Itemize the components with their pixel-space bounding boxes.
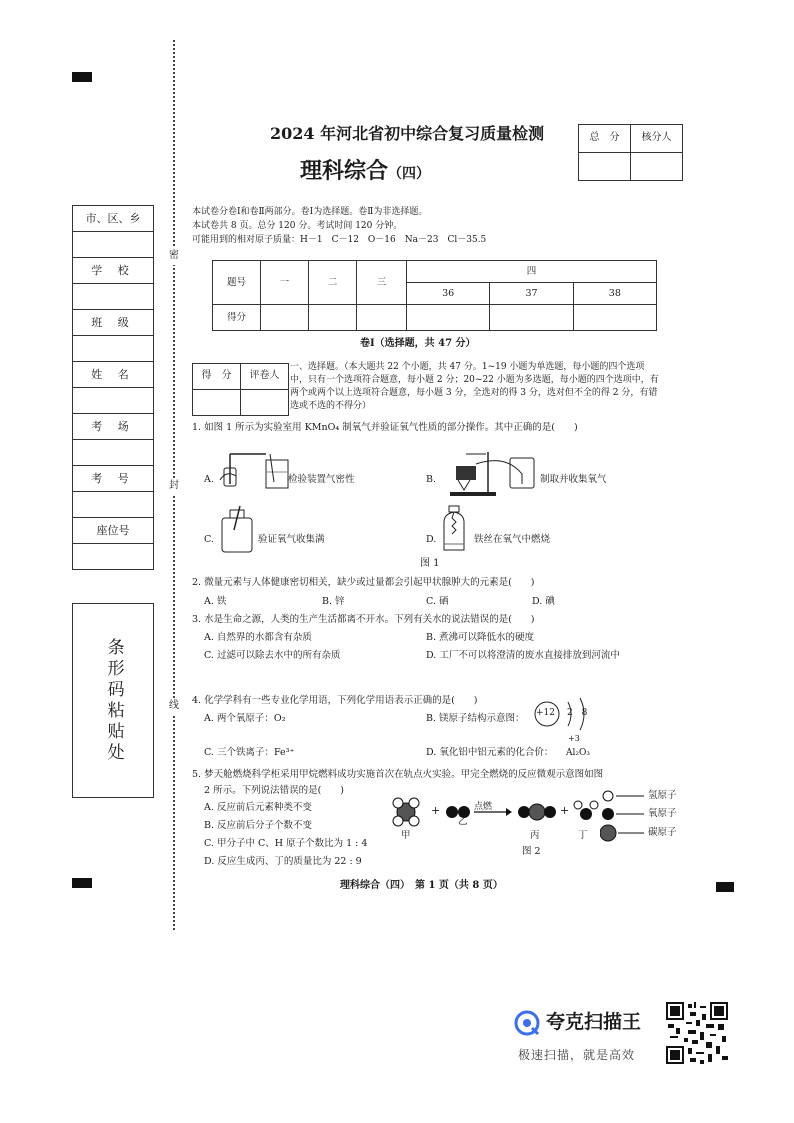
score-table-sub-37: 37 [490, 283, 573, 305]
magnesium-atom-structure-diagram [532, 694, 622, 734]
barcode-label: 条形码粘贴处 [103, 637, 124, 764]
section-one-instructions: 一、选择题。（本大题共 22 个小题，共 47 分。1~19 小题为单选题，每小题的四个选项中，只有一个选项符合题意，每小题 2 分；20~22 小题为多选题，每小题的四个选项中，有两个或两个以上选项符合题意，每小题 3 分，全选对的得 3 分，选对但不全的得 2 分，有错选或不选的不得分） [290, 362, 659, 411]
page-footer: 理科综合（四） 第 1 页（共 8 页） [340, 880, 503, 891]
reaction-condition: 点燃 [474, 802, 493, 812]
q5-option-c: C. 甲分子中 C、H 原子个数比为 1 : 4 [204, 838, 368, 849]
oxygen-production-apparatus-icon [440, 440, 538, 500]
q2-option-b: B. 锌 [322, 596, 345, 607]
field-seat-blank[interactable] [73, 544, 154, 570]
electron-shells: 2 8 [567, 708, 591, 718]
scanner-watermark [514, 1010, 641, 1036]
q4-d-formula: Al₂O₃ [566, 748, 590, 758]
instruction-line-1: 本试卷分卷Ⅰ和卷Ⅱ两部分。卷Ⅰ为选择题。卷Ⅱ为非选择题。 [192, 207, 428, 217]
subject-suffix: （四） [388, 166, 431, 182]
field-exam-no-blank[interactable] [73, 492, 154, 518]
iron-wire-combustion-icon [438, 500, 472, 554]
atom-legend-icons [600, 788, 650, 844]
score-cell[interactable] [357, 305, 407, 331]
label-yi: 乙 [458, 816, 468, 827]
score-cell[interactable] [309, 305, 357, 331]
question-score-table [212, 260, 657, 331]
q1-option-a-letter: A. [204, 474, 214, 485]
total-score-header: 总 分 [579, 125, 631, 153]
label-ding: 丁 [578, 830, 588, 841]
label-jia: 甲 [401, 830, 411, 841]
score-table-sub-36: 36 [407, 283, 490, 305]
scanner-app-name: 夸克扫描王 [546, 1011, 642, 1034]
question-4: 4. 化学学科有一些专业化学用语，下列化学用语表示正确的是( ) [192, 695, 478, 706]
grader-name-header: 评卷人 [241, 364, 289, 390]
score-cell[interactable] [261, 305, 309, 331]
q1-option-a-text: 检验装置气密性 [288, 474, 355, 485]
grader-score-header: 得 分 [193, 364, 241, 390]
score-table-sub-38: 38 [573, 283, 656, 305]
part-one-heading: 卷Ⅰ（选择题，共 47 分） [360, 338, 476, 349]
figure-1-caption: 图 1 [420, 558, 440, 569]
q5-option-b: B. 反应前后分子个数不变 [204, 820, 313, 831]
q3-option-c: C. 过滤可以除去水中的所有杂质 [204, 650, 341, 661]
q4-option-d: D. 氧化铝中铝元素的化合价： [426, 747, 554, 758]
question-5-line-2: 2 所示。下列说法错误的是( ) [204, 785, 344, 796]
score-cell[interactable] [407, 305, 490, 331]
q4-option-c: C. 三个铁离子：Fe³⁺ [204, 747, 295, 758]
q4-d-valence: +3 [568, 734, 580, 743]
subject-name: 理科综合 [300, 159, 389, 184]
q1-option-d-letter: D. [426, 534, 437, 545]
q4-option-b: B. 镁原子结构示意图： [426, 713, 525, 724]
airtight-check-apparatus-icon [216, 446, 292, 494]
question-3: 3. 水是生命之源，人类的生产生活都离不开水。下列有关水的说法错误的是( ) [192, 614, 535, 625]
q2-option-c: C. 硒 [426, 596, 449, 607]
scanner-slogan: 极速扫描，就是高效 [518, 1048, 636, 1062]
seal-char-mi: 密 [168, 248, 180, 265]
q4-option-a: A. 两个氧原子：O₂ [204, 713, 286, 724]
field-district: 市、区、乡 [73, 206, 154, 232]
registration-mark-bottom-left [72, 878, 92, 888]
label-bing: 丙 [530, 830, 540, 841]
registration-mark-top-left [72, 72, 92, 82]
figure-2-caption: 图 2 [522, 846, 541, 857]
field-room-blank[interactable] [73, 440, 154, 466]
score-cell[interactable] [490, 305, 573, 331]
field-district-blank[interactable] [73, 232, 154, 258]
q1-option-c-text: 验证氧气收集满 [258, 534, 325, 545]
field-exam-no: 考 号 [73, 466, 154, 492]
q2-option-a: A. 铁 [204, 596, 227, 607]
exam-instructions [192, 205, 486, 247]
registration-mark-bottom-right [716, 882, 734, 892]
instruction-line-3: 可能用到的相对原子质量：H－1 C－12 O－16 Na－23 Cl－35.5 [192, 235, 487, 245]
reaction-molecules-diagram [388, 794, 608, 830]
q3-option-d: D. 工厂不可以将澄清的废水直接排放到河流中 [426, 650, 620, 661]
score-table-col-4: 四 [407, 261, 657, 283]
q3-option-b: B. 煮沸可以降低水的硬度 [426, 632, 535, 643]
score-table-col-3: 三 [357, 261, 407, 305]
q1-option-d-text: 铁丝在氧气中燃烧 [474, 534, 551, 545]
quark-logo-icon [514, 1010, 540, 1036]
legend-carbon: 碳原子 [648, 827, 677, 838]
q5-option-d: D. 反应生成丙、丁的质量比为 22 : 9 [204, 856, 362, 867]
question-5-line-1: 5. 梦天舱燃烧科学柜采用甲烷燃料成功实施首次在轨点火实验。甲完全燃烧的反应微观示意图如图 [192, 769, 604, 780]
barcode-area [72, 603, 154, 798]
legend-hydrogen: 氢原子 [648, 790, 677, 801]
q1-option-b-text: 制取并收集氧气 [540, 474, 607, 485]
student-info-table [72, 205, 154, 570]
grader-name-cell[interactable] [241, 390, 289, 416]
field-school: 学 校 [73, 258, 154, 284]
field-class: 班 级 [73, 310, 154, 336]
field-seat: 座位号 [73, 518, 154, 544]
q2-option-d: D. 碘 [532, 596, 555, 607]
checker-header: 核分人 [631, 125, 683, 153]
gas-bottle-full-check-icon [218, 506, 258, 554]
seal-char-feng: 封 [168, 478, 180, 495]
instruction-line-2: 本试卷共 8 页。总分 120 分。考试时间 120 分钟。 [192, 221, 403, 231]
score-table-row-label: 得分 [213, 305, 261, 331]
question-2: 2. 微量元素与人体健康密切相关，缺少或过量都会引起甲状腺肿大的元素是( ) [192, 577, 535, 588]
score-table-col-2: 二 [309, 261, 357, 305]
field-room: 考 场 [73, 414, 154, 440]
q1-option-b-letter: B. [426, 474, 437, 485]
score-cell[interactable] [573, 305, 656, 331]
seal-char-xian: 线 [168, 698, 180, 715]
legend-oxygen: 氧原子 [648, 808, 677, 819]
plus-sign-2: + [560, 804, 570, 817]
field-name-blank[interactable] [73, 388, 154, 414]
grader-box [192, 363, 289, 416]
score-table-col-1: 一 [261, 261, 309, 305]
exam-title: 2024 年河北省初中综合复习质量检测 [270, 124, 545, 143]
q5-option-a: A. 反应前后元素种类不变 [204, 802, 312, 813]
question-1: 1. 如图 1 所示为实验室用 KMnO₄ 制氧气并验证氧气性质的部分操作。其中正确的是( ) [192, 422, 578, 433]
nucleus-charge: +12 [536, 708, 555, 718]
field-class-blank[interactable] [73, 336, 154, 362]
plus-sign-1: + [431, 804, 441, 817]
field-name: 姓 名 [73, 362, 154, 388]
score-table-header-label: 题号 [213, 261, 261, 305]
grader-score-cell[interactable] [193, 390, 241, 416]
q1-option-c-letter: C. [204, 534, 214, 545]
subject-title [300, 158, 430, 186]
field-school-blank[interactable] [73, 284, 154, 310]
total-score-cell[interactable] [579, 153, 631, 181]
total-score-box [578, 124, 683, 181]
q3-option-a: A. 自然界的水都含有杂质 [204, 632, 312, 643]
checker-cell[interactable] [631, 153, 683, 181]
qr-code-icon[interactable] [666, 1002, 728, 1064]
